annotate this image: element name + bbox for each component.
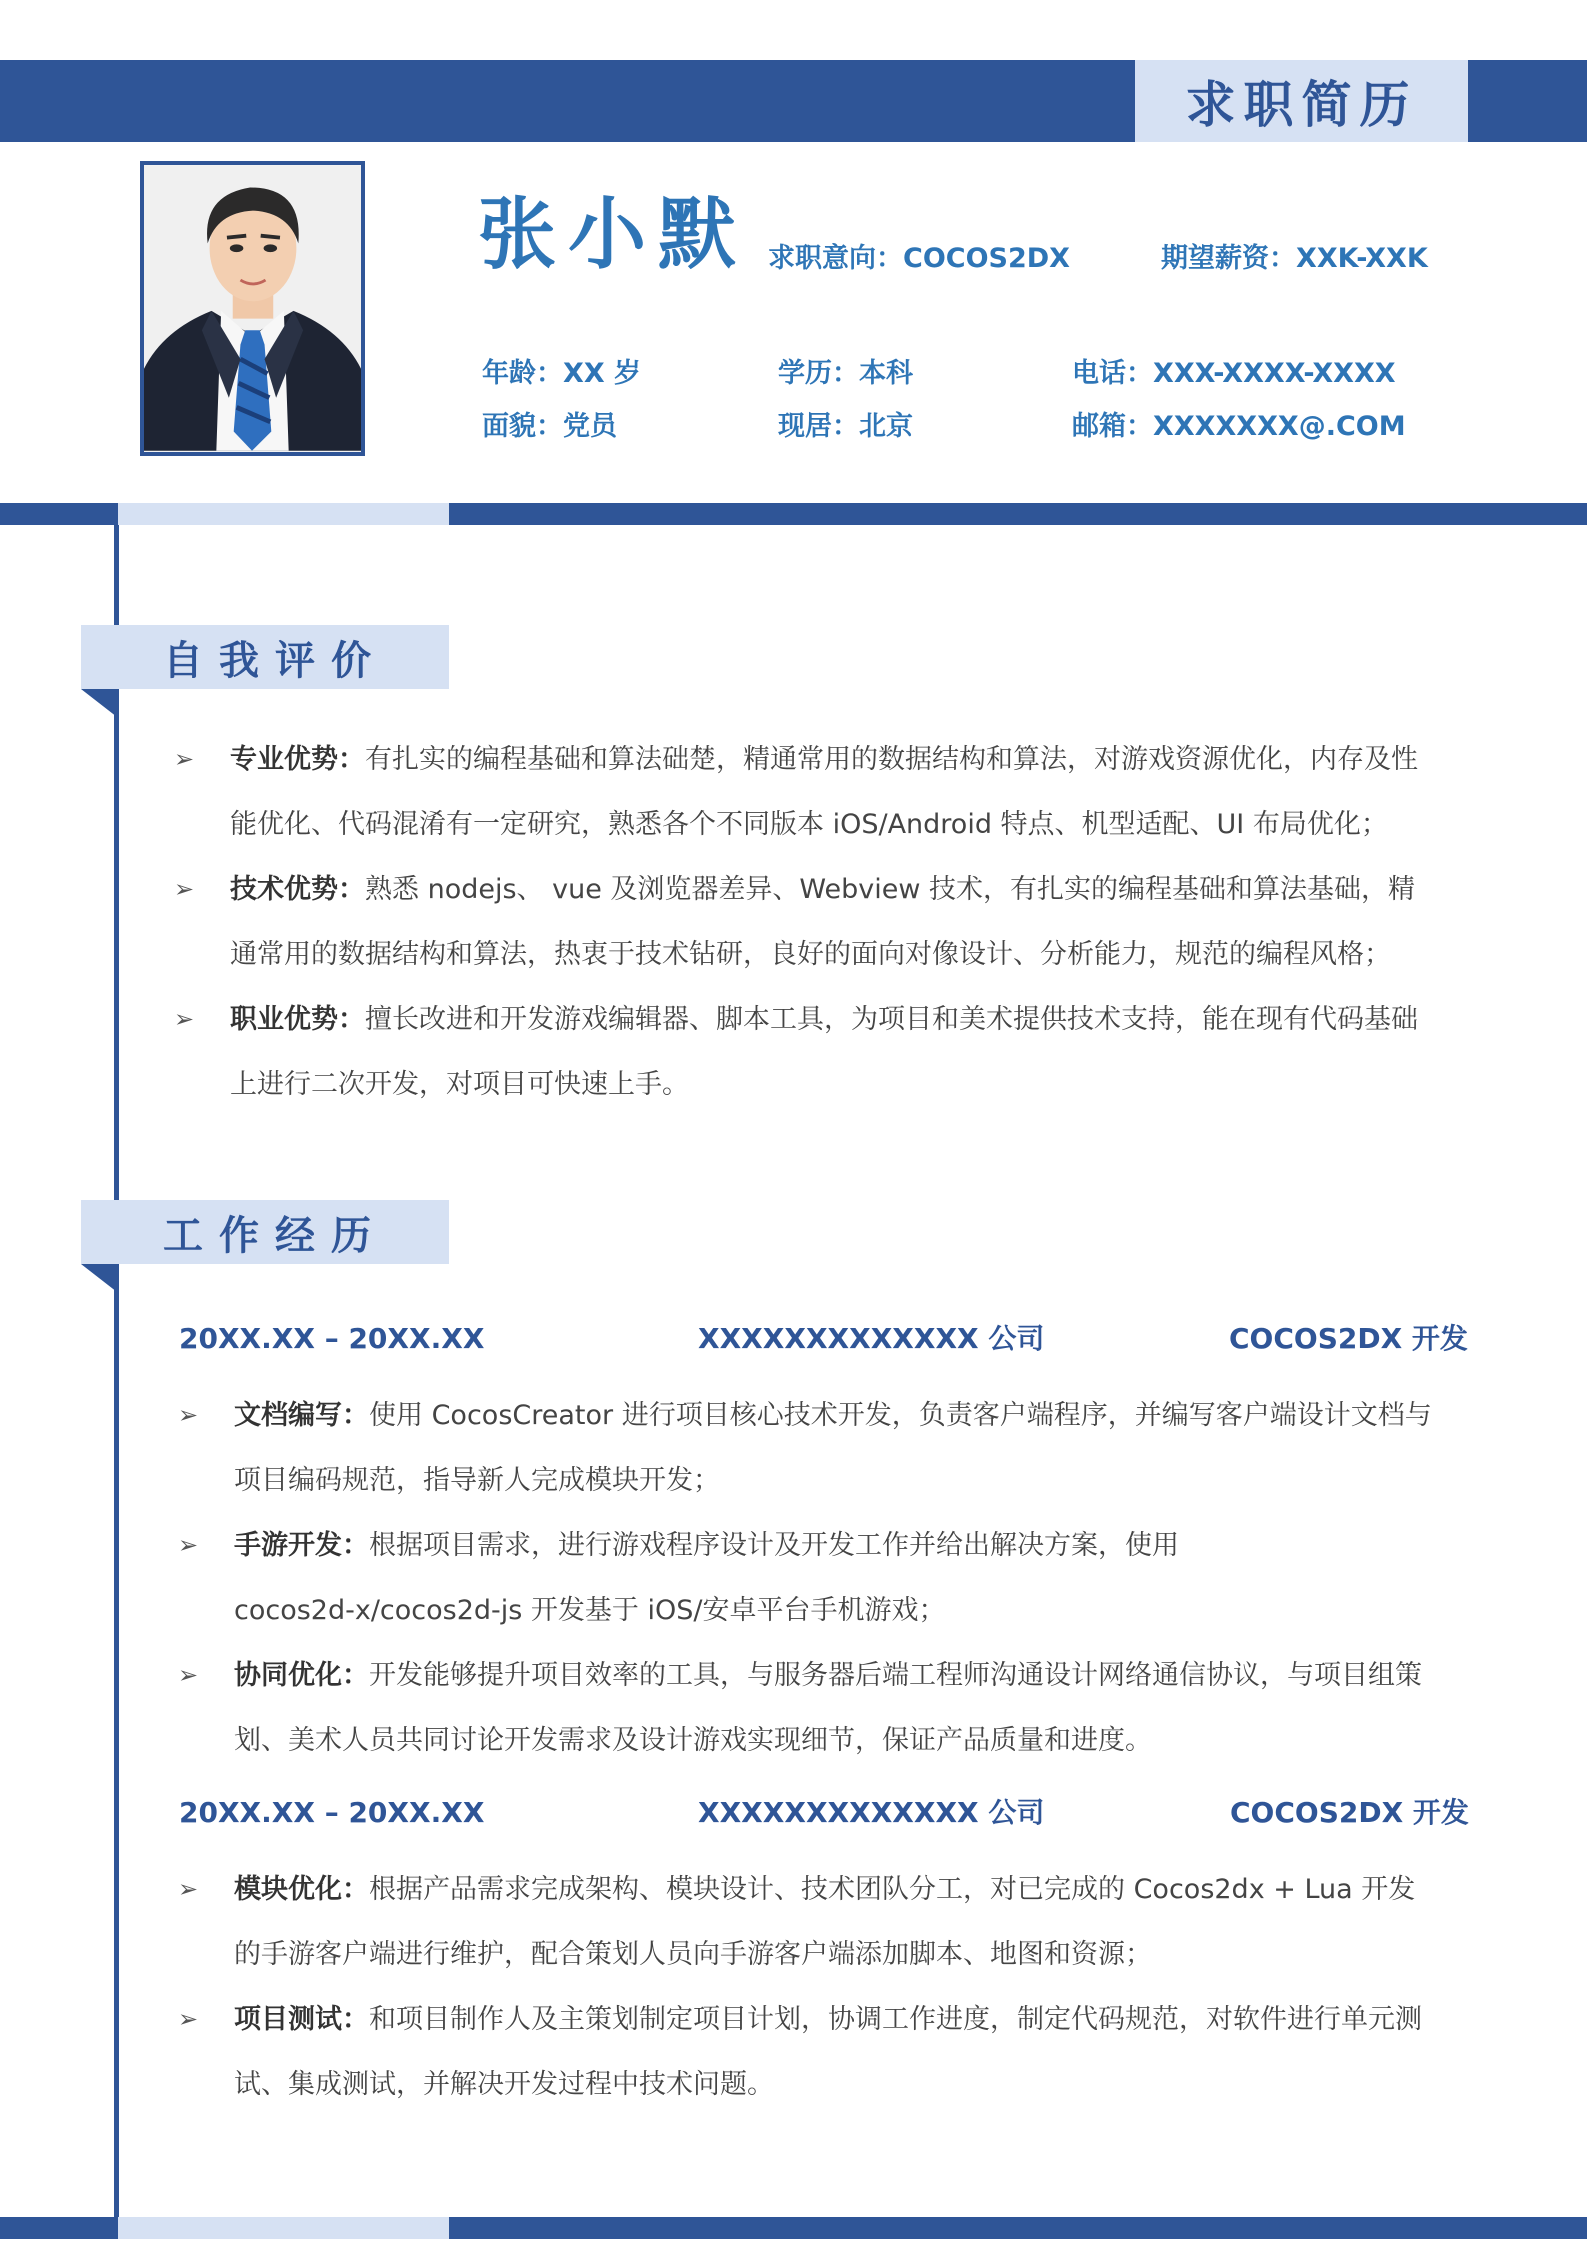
item-text: 熟悉 nodejs、 vue 及浏览器差异、Webview 技术，有扎实的编程基础和算法基础，精通常用的数据结构和算法，热衷于技术钻研，良好的面向对像设计、分析能力，规范的编程风格； — [230, 874, 1416, 970]
footer-bar-left — [0, 2217, 118, 2239]
header-separator-light — [118, 503, 449, 525]
job-1-list — [178, 1383, 1448, 1773]
job-period: 20XX.XX – 20XX.XX — [179, 1322, 485, 1355]
timeline-line — [114, 525, 119, 2218]
job-role: COCOS2DX 开发 — [1230, 1796, 1469, 1829]
item-text: 和项目制作人及主策划制定项目计划，协调工作进度，制定代码规范，对软件进行单元测试、集成测试，并解决开发过程中技术问题。 — [234, 2004, 1422, 2100]
section-work-title: 工作经历 — [81, 1200, 449, 1264]
list-item — [178, 1987, 1448, 2117]
arrow-bullet-icon: ➢ — [178, 1661, 199, 1689]
list-item — [174, 857, 1444, 987]
item-text: 开发能够提升项目效率的工具，与服务器后端工程师沟通设计网络通信协议，与项目组策划、美术人员共同讨论开发需求及设计游戏实现细节，保证产品质量和进度。 — [234, 1660, 1422, 1756]
item-text: 有扎实的编程基础和算法础楚，精通常用的数据结构和算法，对游戏资源优化，内存及性能优化、代码混淆有一定研究，熟悉各个不同版本 iOS/Android 特点、机型适配、UI 布局优化； — [230, 744, 1418, 840]
arrow-bullet-icon: ➢ — [174, 875, 195, 903]
candidate-name: 张小默 — [478, 190, 749, 280]
item-label: 技术优势： — [230, 874, 365, 905]
arrow-bullet-icon: ➢ — [174, 745, 195, 773]
job-role: COCOS2DX 开发 — [1229, 1322, 1468, 1355]
political-status: 面貌：党员 — [482, 411, 617, 442]
arrow-bullet-icon: ➢ — [178, 1875, 199, 1903]
job-period: 20XX.XX – 20XX.XX — [179, 1796, 485, 1829]
list-item — [178, 1383, 1448, 1513]
list-item — [178, 1857, 1448, 1987]
arrow-bullet-icon: ➢ — [178, 2005, 199, 2033]
residence: 现居：北京 — [778, 411, 913, 442]
list-item — [178, 1513, 1448, 1643]
expected-salary: 期望薪资：XXK-XXK — [1161, 243, 1428, 274]
age: 年龄：XX 岁 — [482, 358, 642, 389]
footer-bar-light — [118, 2217, 449, 2239]
education: 学历：本科 — [778, 358, 913, 389]
section-corner-triangle — [81, 1264, 117, 1292]
item-label: 模块优化： — [234, 1874, 369, 1905]
item-label: 项目测试： — [234, 2004, 369, 2035]
item-label: 职业优势： — [230, 1004, 365, 1035]
item-text: 擅长改进和开发游戏编辑器、脚本工具，为项目和美术提供技术支持，能在现有代码基础上进行二次开发，对项目可快速上手。 — [230, 1004, 1418, 1100]
item-text: 使用 CocosCreator 进行项目核心技术开发，负责客户端程序，并编写客户端设计文档与项目编码规范，指导新人完成模块开发； — [234, 1400, 1432, 1496]
arrow-bullet-icon: ➢ — [178, 1531, 199, 1559]
job-intent: 求职意向：COCOS2DX — [768, 243, 1070, 274]
section-corner-triangle — [81, 689, 117, 717]
avatar-illustration — [144, 165, 361, 452]
phone: 电话：XXX-XXXX-XXXX — [1072, 358, 1396, 389]
job-company: XXXXXXXXXXXXX 公司 — [698, 1322, 1045, 1355]
list-item — [178, 1643, 1448, 1773]
self-eval-list — [174, 727, 1444, 1117]
arrow-bullet-icon: ➢ — [174, 1005, 195, 1033]
job-2-list — [178, 1857, 1448, 2117]
section-self-eval-title: 自我评价 — [81, 625, 449, 689]
item-label: 专业优势： — [230, 744, 365, 775]
item-text: 根据产品需求完成架构、模块设计、技术团队分工，对已完成的 Cocos2dx + Lua 开发的手游客户端进行维护，配合策划人员向手游客户端添加脚本、地图和资源； — [234, 1874, 1416, 1970]
item-label: 协同优化： — [234, 1660, 369, 1691]
list-item — [174, 727, 1444, 857]
item-label: 手游开发： — [234, 1530, 369, 1561]
profile-photo — [140, 161, 365, 456]
arrow-bullet-icon: ➢ — [178, 1401, 199, 1429]
header-separator-right — [449, 503, 1587, 525]
job-company: XXXXXXXXXXXXX 公司 — [698, 1796, 1045, 1829]
item-label: 文档编写： — [234, 1400, 369, 1431]
email: 邮箱：XXXXXXX@.COM — [1072, 411, 1406, 442]
item-text: 根据项目需求，进行游戏程序设计及开发工作并给出解决方案，使用cocos2d-x/cocos2d-js 开发基于 iOS/安卓平台手机游戏； — [234, 1530, 1179, 1626]
header-separator-left — [0, 503, 118, 525]
doc-title: 求职简历 — [1135, 60, 1468, 142]
footer-bar-right — [449, 2217, 1587, 2239]
list-item — [174, 987, 1444, 1117]
